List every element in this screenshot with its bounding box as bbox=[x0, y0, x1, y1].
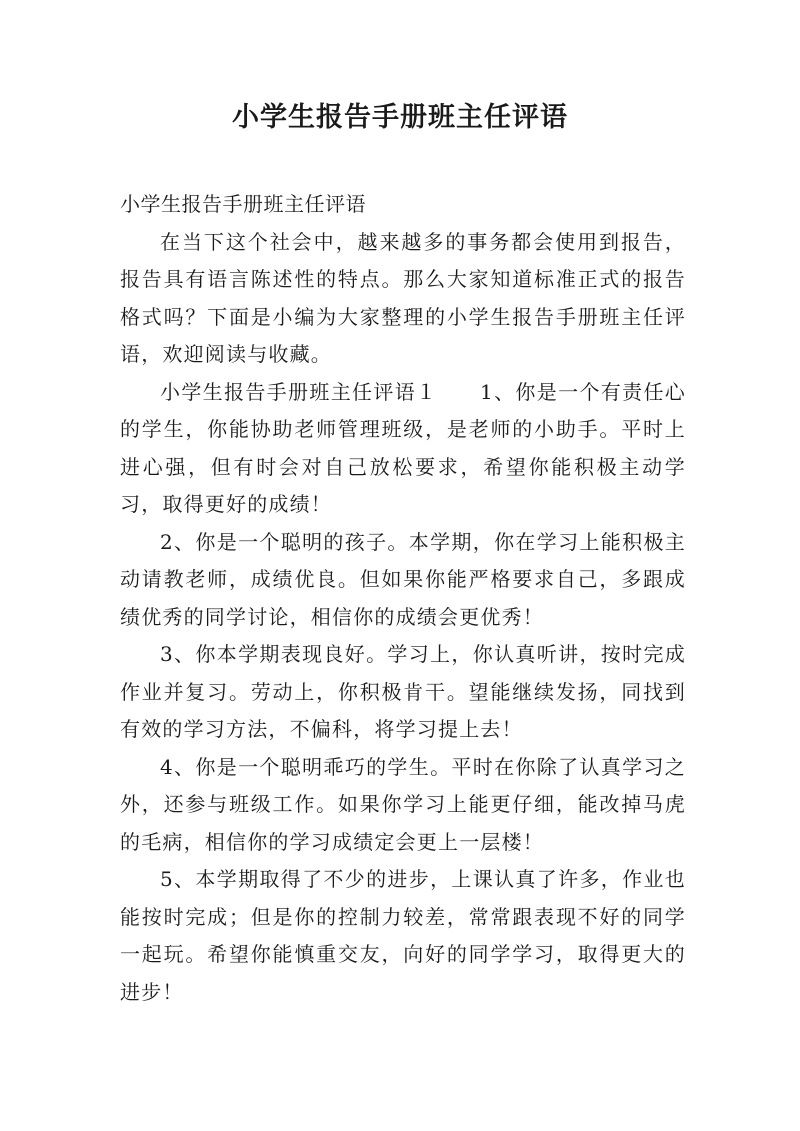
paragraph-comment-5: 5、本学期取得了不少的进步，上课认真了许多，作业也能按时完成；但是你的控制力较差，常常跟表现不好的同学一起玩。希望你能慎重交友，向好的同学学习，取得更大的进步！ bbox=[120, 867, 686, 1004]
document-body bbox=[120, 186, 686, 1011]
paragraph-comment-2: 2、你是一个聪明的孩子。本学期，你在学习上能积极主动请教老师，成绩优良。但如果你能严格要求自己，多跟成绩优秀的同学讨论，相信你的成绩会更优秀！ bbox=[120, 529, 686, 629]
paragraph-comment-1: 小学生报告手册班主任评语１ 1、你是一个有责任心的学生，你能协助老师管理班级，是老师的小助手。平时上进心强，但有时会对自己放松要求，希望你能积极主动学习，取得更好的成绩！ bbox=[120, 379, 686, 516]
paragraph-comment-3: 3、你本学期表现良好。学习上，你认真听讲，按时完成作业并复习。劳动上，你积极肯干。望能继续发扬，同找到有效的学习方法，不偏科，将学习提上去！ bbox=[120, 642, 686, 741]
paragraph-intro: 在当下这个社会中，越来越多的事务都会使用到报告，报告具有语言陈述性的特点。那么大家知道标准正式的报告格式吗？下面是小编为大家整理的小学生报告手册班主任评语，欢迎阅读与收藏。 bbox=[120, 229, 686, 366]
document-title: 小学生报告手册班主任评语 bbox=[232, 102, 568, 133]
paragraph-comment-4: 4、你是一个聪明乖巧的学生。平时在你除了认真学习之外，还参与班级工作。如果你学习上能更仔细，能改掉马虎的毛病，相信你的学习成绩定会更上一层楼！ bbox=[120, 754, 686, 854]
document-subtitle: 小学生报告手册班主任评语 bbox=[120, 192, 366, 216]
